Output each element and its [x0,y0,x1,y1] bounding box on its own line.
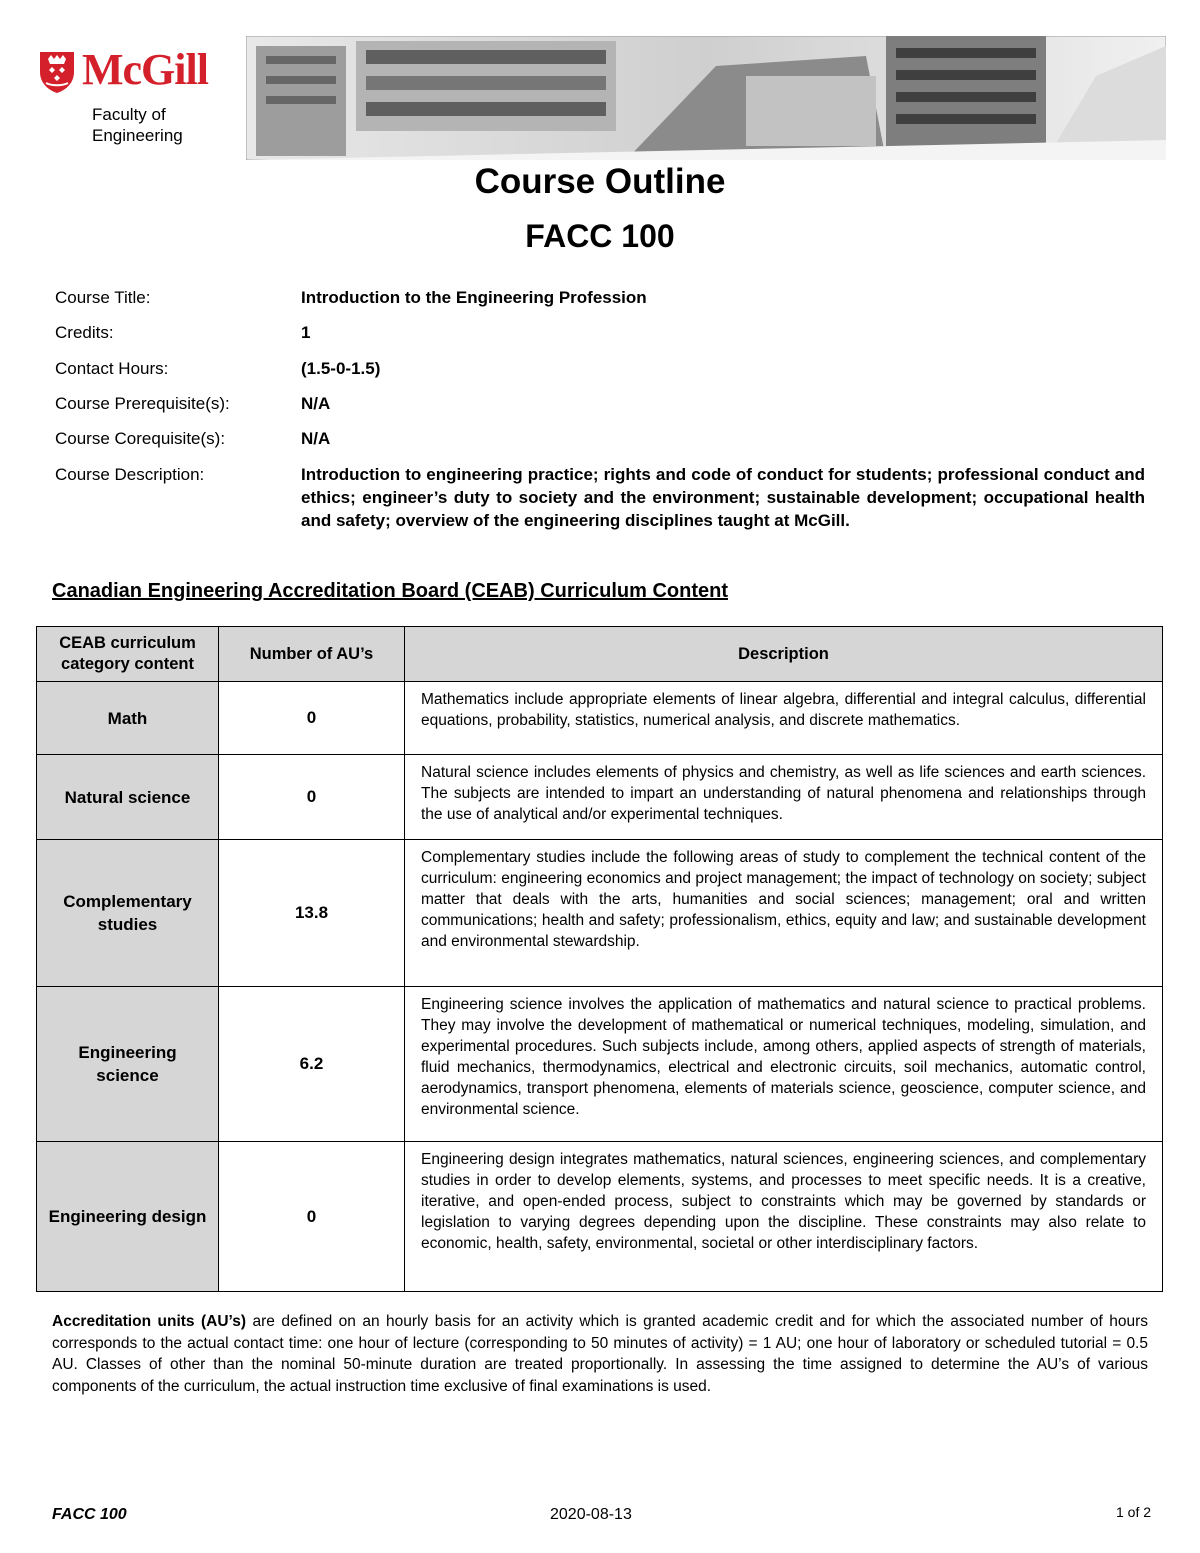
description-cell: Complementary studies include the following areas of study to complement the technical content of the curriculum: engineering economics and project management; the impact of technology on society; subject matter that deals with the arts, humanities and social sciences; management; oral and written communications; health and safety; professionalism, ethics, equity and law; and sustainable development and environmental stewardship. [405,840,1163,987]
au-cell: 13.8 [219,840,405,987]
faculty-name [92,104,183,146]
mcgill-wordmark: McGill [82,45,208,94]
corequisite-value: N/A [301,429,331,448]
mcgill-shield-icon [38,50,76,94]
page-title: Course Outline [474,162,726,201]
contact-hours-value: (1.5-0-1.5) [301,359,381,378]
category-cell: Complementary studies [37,840,219,987]
prerequisite-label: Course Prerequisite(s): [55,394,230,413]
header-category: CEAB curriculum category content [37,627,219,682]
table-row [37,840,1163,987]
description-cell: Engineering science involves the application of mathematics and natural science to practical problems. They may involve the development of mathematical or numerical techniques, modeling, simulation, and experimental procedures. Such subjects include, among others, applied aspects of strength of materials, fluid mechanics, thermodynamics, electrical and electronic circuits, soil mechanics, automatic control, aerodynamics, transport phenomena, elements of materials science, geoscience, computer science, and environmental science. [405,987,1163,1142]
category-cell: Math [37,682,219,755]
course-code-title: FACC 100 [525,218,675,254]
description-cell: Engineering design integrates mathematics, natural sciences, engineering sciences, and complementary studies in order to develop elements, systems, and processes to meet specific needs. It is a creative, iterative, and open-ended process, subject to constraints which may be governed by standards or legislation to varying degrees depending upon the discipline. These constraints may also relate to economic, health, safety, environmental, societal or other interdisciplinary factors. [405,1142,1163,1292]
prerequisite-value: N/A [301,394,331,413]
credits-value: 1 [301,323,311,342]
au-cell: 0 [219,682,405,755]
contact-hours-label: Contact Hours: [55,359,169,378]
footer-course-code: FACC 100 [52,1506,127,1523]
course-title-value: Introduction to the Engineering Profession [301,288,647,307]
category-cell: Engineering science [37,987,219,1142]
page-header [0,0,1200,165]
corequisite-label: Course Corequisite(s): [55,429,226,448]
ceab-section-title: Canadian Engineering Accreditation Board (CEAB) Curriculum Content [52,580,728,602]
au-cell: 6.2 [219,987,405,1142]
footnote-lead: Accreditation units (AU’s) [52,1313,247,1330]
header-au: Number of AU’s [219,627,405,682]
table-header-row [37,627,1163,682]
campus-banner-image [246,36,1166,160]
faculty-line-2: Engineering [92,126,183,145]
table-row [37,1142,1163,1292]
credits-label: Credits: [55,323,114,342]
footer-date: 2020-08-13 [550,1506,632,1523]
au-cell: 0 [219,1142,405,1292]
table-row [37,682,1163,755]
table-row [37,987,1163,1142]
footer-page-number: 1 of 2 [1116,1504,1152,1520]
description-cell: Mathematics include appropriate elements of linear algebra, differential and integral calculus, differential equations, probability, statistics, numerical analysis, and discrete mathematics. [405,682,1163,755]
table-row [37,755,1163,840]
course-title-label: Course Title: [55,288,151,307]
description-cell: Natural science includes elements of physics and chemistry, as well as life sciences and earth sciences. The subjects are intended to impart an understanding of natural phenomena and relationships through the use of analytical and/or experimental techniques. [405,755,1163,840]
faculty-line-1: Faculty of [92,105,166,124]
au-cell: 0 [219,755,405,840]
footnote-text: are defined on an hourly basis for an activity which is granted academic credit and for which the associated number of hours corresponds to the actual contact time: one hour of lecture (corresponding to 50 minutes of activity) = 1 AU; one hour of laboratory or scheduled tutorial = 0.5 AU. Classes of other than the nominal 50-minute duration are treated proportionally. In assessing the time assigned to determine the AU’s of various components of the curriculum, the actual instruction time exclusive of final examinations is used. [52,1313,1148,1395]
category-cell: Engineering design [37,1142,219,1292]
ceab-curriculum-table [36,626,1163,1292]
header-description: Description [405,627,1163,682]
description-value: Introduction to engineering practice; rights and code of conduct for students; professional conduct and ethics; engineer’s duty to society and the environment; sustainable development; occupational health and safety; overview of the engineering disciplines taught at McGill. [301,465,1145,530]
description-label: Course Description: [55,465,205,484]
category-cell: Natural science [37,755,219,840]
accreditation-footnote [52,1311,1148,1397]
